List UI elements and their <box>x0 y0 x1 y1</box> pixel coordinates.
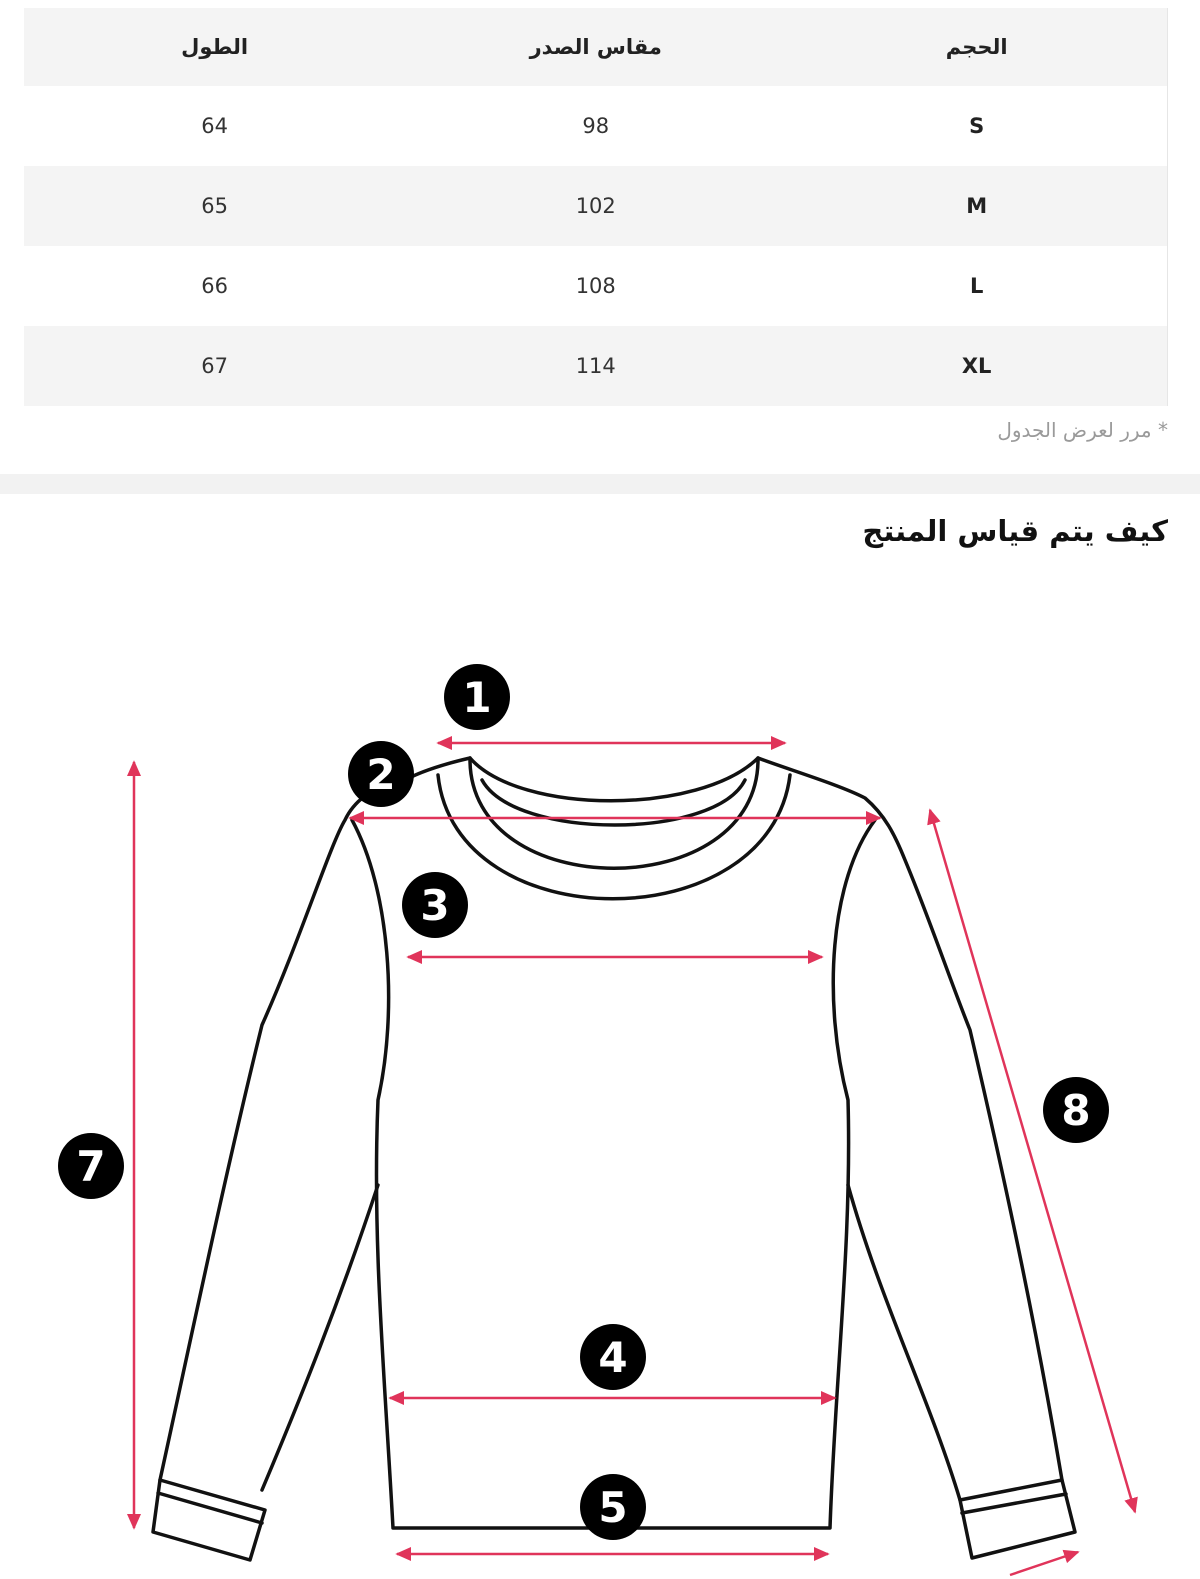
scroll-hint-note: * مرر لعرض الجدول <box>997 418 1168 442</box>
sweater-measurement-diagram <box>0 620 1200 1579</box>
size-chart-table <box>24 8 1168 406</box>
chest-cell: 114 <box>575 354 616 378</box>
section-title: كيف يتم قياس المنتج <box>862 514 1168 548</box>
length-cell: 64 <box>201 114 228 138</box>
badge-1-label: 1 <box>462 673 492 722</box>
badge-2 <box>348 741 414 807</box>
measure-line-cuff <box>1010 1552 1078 1575</box>
size-cell: XL <box>961 354 992 378</box>
badge-2-label: 2 <box>366 750 396 799</box>
right-cuff <box>960 1480 1075 1558</box>
chest-cell: 98 <box>582 114 610 138</box>
left-cuff <box>153 1480 265 1560</box>
badge-3 <box>402 872 468 938</box>
header-size: الحجم <box>945 35 1008 59</box>
table-row <box>24 86 1168 166</box>
left-sleeve-inner <box>262 1185 378 1490</box>
table-header-row <box>24 8 1168 86</box>
badge-4-label: 4 <box>598 1333 628 1382</box>
chest-cell: 108 <box>575 274 616 298</box>
badge-8 <box>1043 1077 1109 1143</box>
length-cell: 66 <box>201 274 228 298</box>
right-sleeve-inner <box>848 1185 960 1500</box>
size-table-container[interactable] <box>24 8 1168 406</box>
size-cell: L <box>969 274 984 298</box>
badge-7 <box>58 1133 124 1199</box>
badge-4 <box>580 1324 646 1390</box>
size-cell: M <box>966 194 988 218</box>
chest-cell: 102 <box>575 194 616 218</box>
table-row <box>24 246 1168 326</box>
badge-5-label: 5 <box>598 1483 628 1532</box>
size-cell: S <box>969 114 985 138</box>
badge-7-label: 7 <box>76 1142 106 1191</box>
section-divider <box>0 474 1200 494</box>
collar-mid <box>470 758 758 868</box>
header-length: الطول <box>181 35 249 59</box>
badge-3-label: 3 <box>420 881 450 930</box>
badge-1 <box>444 664 510 730</box>
length-cell: 67 <box>201 354 228 378</box>
header-chest: مقاس الصدر <box>529 35 662 59</box>
measure-line-8 <box>930 810 1135 1512</box>
badge-5 <box>580 1474 646 1540</box>
length-cell: 65 <box>201 194 228 218</box>
sweater-outline <box>153 758 1075 1560</box>
table-row <box>24 166 1168 246</box>
badge-8-label: 8 <box>1061 1086 1091 1135</box>
table-row <box>24 326 1168 406</box>
